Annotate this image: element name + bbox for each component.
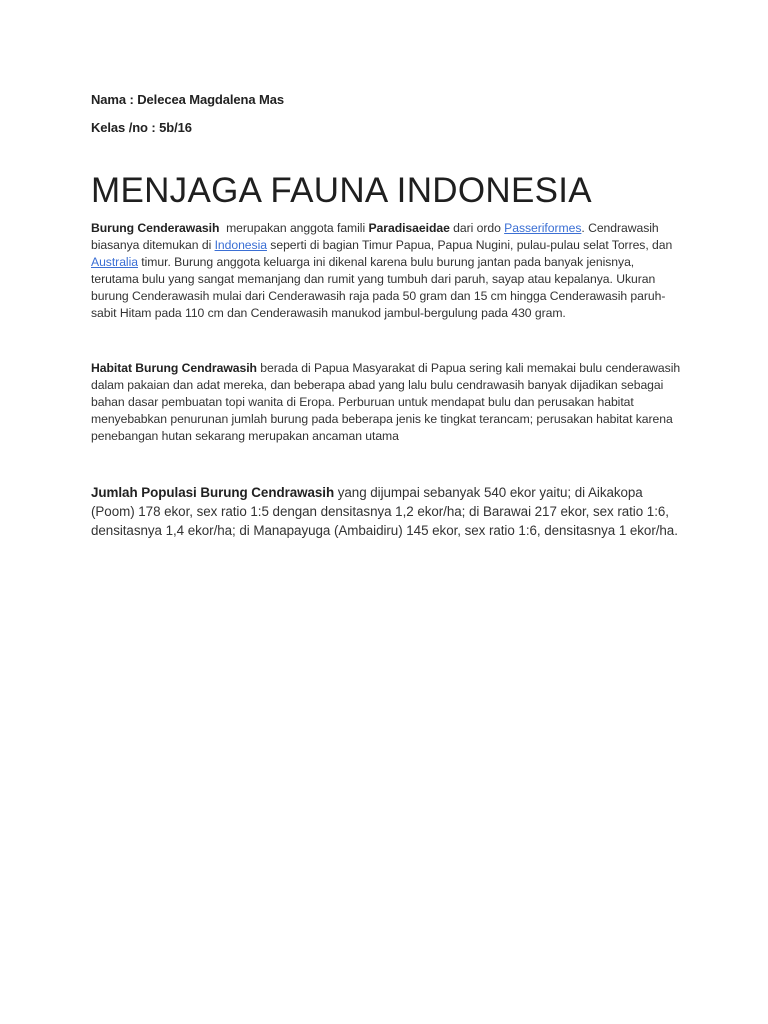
paragraph-text: seperti di bagian Timur Papua, Papua Nugini, pulau-pulau selat Torres, dan [266, 238, 673, 252]
paragraph-lead: Burung Cenderawasih [91, 221, 220, 235]
paragraph-cenderawasih [91, 220, 681, 322]
student-name: Nama : Delecea Magdalena Mas [91, 92, 285, 107]
paragraph-habitat [91, 360, 681, 445]
link-passeriformes[interactable]: Passeriformes [504, 221, 582, 235]
student-class: Kelas /no : 5b/16 [91, 120, 192, 135]
paragraph-population [91, 483, 681, 540]
paragraph-text: timur. Burung anggota keluarga ini dikenal karena bulu burung jantan pada banyak jenisnya, terutama bulu yang sangat memanjang dan rumit yang tumbuh dari paruh, sayap atau kepalanya. Ukuran burung Cenderawasih mulai dari Cenderawasih raja pada 50 gram dan 15 cm hingga Cenderawasih paruh-sabit Hitam pada 110 cm dan Cenderawasih manukod jambul-bergulung pada 430 gram. [91, 255, 666, 320]
paragraph-lead: Jumlah Populasi Burung Cendrawasih [91, 485, 335, 500]
paragraph-text: merupakan anggota famili [219, 221, 369, 235]
paragraph-lead: Habitat Burung Cendrawasih [91, 361, 257, 375]
link-indonesia[interactable]: Indonesia [214, 238, 267, 252]
link-australia[interactable]: Australia [91, 255, 138, 269]
paragraph-text: . Cendrawasih biasanya ditemukan di [91, 221, 659, 252]
family-name: Paradisaeidae [368, 221, 450, 235]
paragraph-text: dari ordo [449, 221, 505, 235]
paragraph-text: berada di Papua Masyarakat di Papua sering kali memakai bulu cenderawasih dalam pakaian dan adat mereka, dan beberapa abad yang lalu bulu cendrawasih banyak dijadikan sebagai bahan dasar pembuatan topi wanita di Eropa. Perburuan untuk mendapat bulu dan perusakan habitat menyebabkan penurunan jumlah burung pada beberapa jenis ke tingkat terancam; perusakan habitat karena penebangan hutan sekarang merupakan ancaman utama [91, 361, 681, 443]
document-page [91, 92, 681, 540]
paragraph-text: yang dijumpai sebanyak 540 ekor yaitu; di Aikakopa (Poom) 178 ekor, sex ratio 1:5 dengan densitasnya 1,2 ekor/ha; di Barawai 217 ekor, sex ratio 1:6, densitasnya 1,4 ekor/ha; di Manapayuga (Ambaidiru) 145 ekor, sex ratio 1:6, densitasnya 1 ekor/ha. [91, 485, 678, 538]
document-title: MENJAGA FAUNA INDONESIA [91, 171, 592, 210]
